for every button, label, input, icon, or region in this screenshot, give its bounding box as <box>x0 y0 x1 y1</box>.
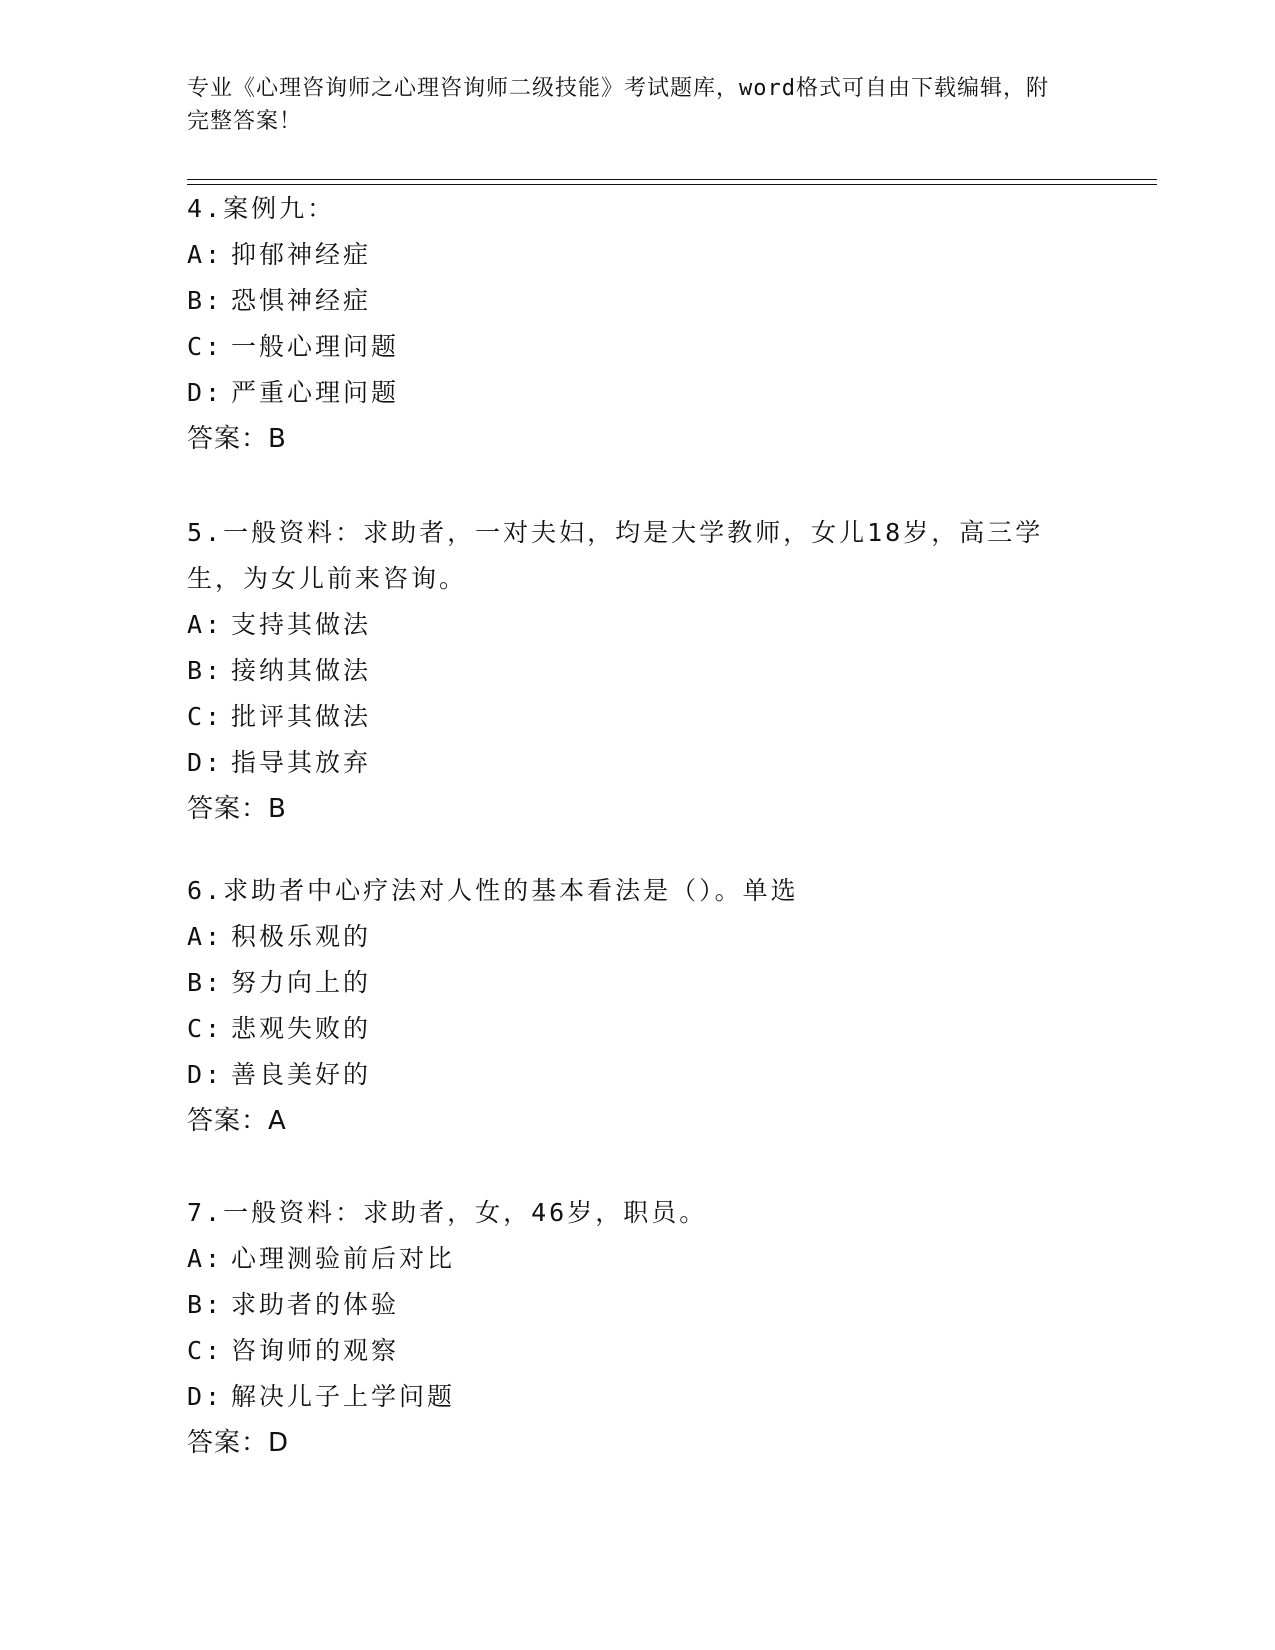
option-text: 一般心理问题 <box>231 332 400 361</box>
answer-line: 答案：B <box>187 794 287 824</box>
option-label: B: <box>187 286 224 315</box>
header-divider-bottom <box>187 184 1157 185</box>
option-a <box>187 914 1087 960</box>
option-label: C: <box>187 332 224 361</box>
question-stem: 6.求助者中心疗法对人性的基本看法是（）。单选 <box>187 876 799 905</box>
answer-line: 答案：B <box>187 424 287 454</box>
option-label: D: <box>187 1060 224 1089</box>
option-b <box>187 648 1087 694</box>
option-text: 积极乐观的 <box>231 922 372 951</box>
option-text: 善良美好的 <box>231 1060 372 1089</box>
question-stem: 5.一般资料：求助者，一对夫妇，均是大学教师，女儿18岁，高三学生，为女儿前来咨询。 <box>187 518 1044 593</box>
option-text: 严重心理问题 <box>231 378 400 407</box>
option-label: C: <box>187 702 224 731</box>
option-label: A: <box>187 922 224 951</box>
question-block <box>187 1190 1087 1466</box>
option-d <box>187 740 1087 786</box>
option-label: C: <box>187 1336 224 1365</box>
option-c <box>187 324 1087 370</box>
option-text: 咨询师的观察 <box>231 1336 400 1365</box>
option-b <box>187 1282 1087 1328</box>
option-d <box>187 1374 1087 1420</box>
option-d <box>187 370 1087 416</box>
option-text: 解决儿子上学问题 <box>231 1382 456 1411</box>
option-label: D: <box>187 748 224 777</box>
option-c <box>187 694 1087 740</box>
question-stem: 4.案例九： <box>187 194 336 223</box>
question-stem: 7.一般资料：求助者，女，46岁，职员。 <box>187 1198 708 1227</box>
answer-line: 答案：D <box>187 1428 290 1458</box>
question-block <box>187 510 1087 832</box>
option-c <box>187 1328 1087 1374</box>
option-label: B: <box>187 656 224 685</box>
option-text: 努力向上的 <box>231 968 372 997</box>
option-text: 悲观失败的 <box>231 1014 372 1043</box>
option-b <box>187 960 1087 1006</box>
option-c <box>187 1006 1087 1052</box>
question-block <box>187 868 1087 1144</box>
option-label: A: <box>187 610 224 639</box>
option-label: D: <box>187 378 224 407</box>
option-text: 恐惧神经症 <box>231 286 372 315</box>
document-header: 专业《心理咨询师之心理咨询师二级技能》考试题库，word格式可自由下载编辑，附完整答案！ <box>187 76 1049 134</box>
option-label: A: <box>187 1244 224 1273</box>
header-divider-top <box>187 179 1157 180</box>
question-block <box>187 186 1087 462</box>
option-label: B: <box>187 968 224 997</box>
option-label: C: <box>187 1014 224 1043</box>
option-text: 求助者的体验 <box>231 1290 400 1319</box>
option-text: 接纳其做法 <box>231 656 372 685</box>
option-text: 指导其放弃 <box>231 748 372 777</box>
option-label: A: <box>187 240 224 269</box>
option-d <box>187 1052 1087 1098</box>
option-label: D: <box>187 1382 224 1411</box>
option-a <box>187 602 1087 648</box>
answer-line: 答案：A <box>187 1106 287 1136</box>
option-text: 支持其做法 <box>231 610 372 639</box>
option-text: 心理测验前后对比 <box>231 1244 456 1273</box>
option-label: B: <box>187 1290 224 1319</box>
option-a <box>187 232 1087 278</box>
option-a <box>187 1236 1087 1282</box>
option-text: 抑郁神经症 <box>231 240 372 269</box>
option-b <box>187 278 1087 324</box>
option-text: 批评其做法 <box>231 702 372 731</box>
